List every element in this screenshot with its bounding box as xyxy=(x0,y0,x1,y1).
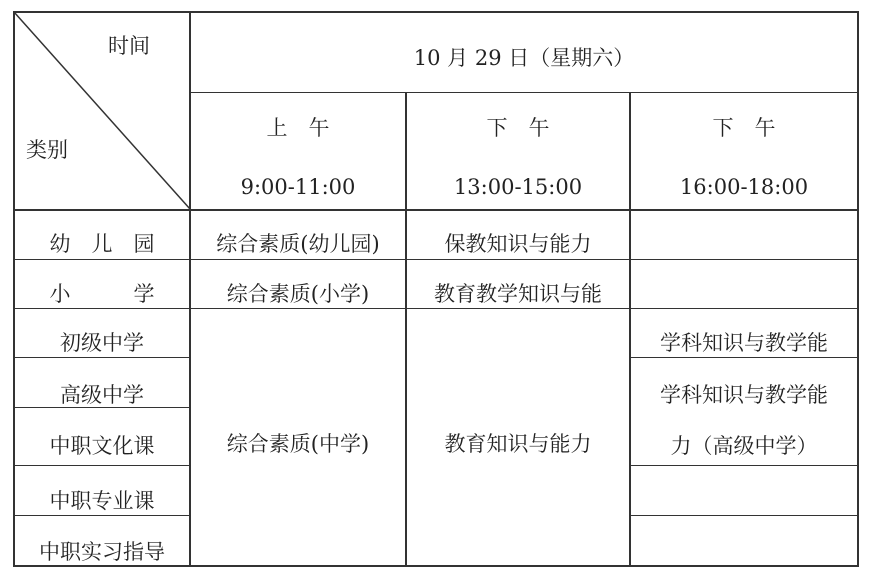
cell-senior-afternoon-2-line1: 学科知识与教学能 xyxy=(660,383,828,407)
row-divider xyxy=(630,465,859,466)
row-divider xyxy=(13,308,859,309)
header-category-label: 类别 xyxy=(26,138,68,162)
session-period-morning: 上 午 xyxy=(266,116,330,140)
row-divider xyxy=(13,515,191,516)
header-date-divider xyxy=(190,92,859,93)
cell-junior-afternoon-2: 学科知识与教学能 xyxy=(660,331,828,355)
row-divider xyxy=(630,357,859,358)
cell-primary-afternoon-1: 教育教学知识与能 xyxy=(434,282,602,306)
session-period-afternoon-1: 下 午 xyxy=(486,116,550,140)
category-primary: 小 学 xyxy=(49,282,155,306)
cell-kindergarten-morning: 综合素质(幼儿园) xyxy=(216,232,380,256)
row-divider xyxy=(13,357,191,358)
category-vocational-culture: 中职文化课 xyxy=(49,434,155,458)
category-kindergarten: 幼 儿 园 xyxy=(49,232,155,256)
session-column-divider xyxy=(629,92,631,567)
cell-primary-morning: 综合素质(小学) xyxy=(226,282,370,306)
category-vocational-major: 中职专业课 xyxy=(49,489,155,513)
category-junior-middle: 初级中学 xyxy=(60,331,144,355)
header-time-label: 时间 xyxy=(108,34,150,58)
table-border-top xyxy=(13,11,859,13)
session-period-afternoon-2: 下 午 xyxy=(712,116,776,140)
cell-secondary-morning: 综合素质(中学) xyxy=(226,432,370,456)
session-time-afternoon-2: 16:00-18:00 xyxy=(679,175,809,199)
header-bottom-border xyxy=(13,209,859,211)
category-senior-middle: 高级中学 xyxy=(60,383,144,407)
session-time-afternoon-1: 13:00-15:00 xyxy=(453,175,583,199)
session-column-divider xyxy=(405,92,407,567)
session-time-morning: 9:00-11:00 xyxy=(240,175,356,199)
table-border-bottom xyxy=(13,565,859,567)
row-divider xyxy=(13,465,191,466)
header-date: 10 月 29 日（星期六） xyxy=(413,46,635,70)
row-divider xyxy=(13,259,859,260)
cell-senior-afternoon-2-line2: 力（高级中学） xyxy=(670,434,818,458)
header-diagonal-line xyxy=(14,12,190,209)
cell-kindergarten-afternoon-1: 保教知识与能力 xyxy=(444,232,592,256)
row-divider xyxy=(630,515,859,516)
cell-secondary-afternoon-1: 教育知识与能力 xyxy=(444,432,592,456)
row-divider xyxy=(13,407,191,408)
category-vocational-practice: 中职实习指导 xyxy=(39,540,165,564)
table-border-right xyxy=(857,11,859,567)
